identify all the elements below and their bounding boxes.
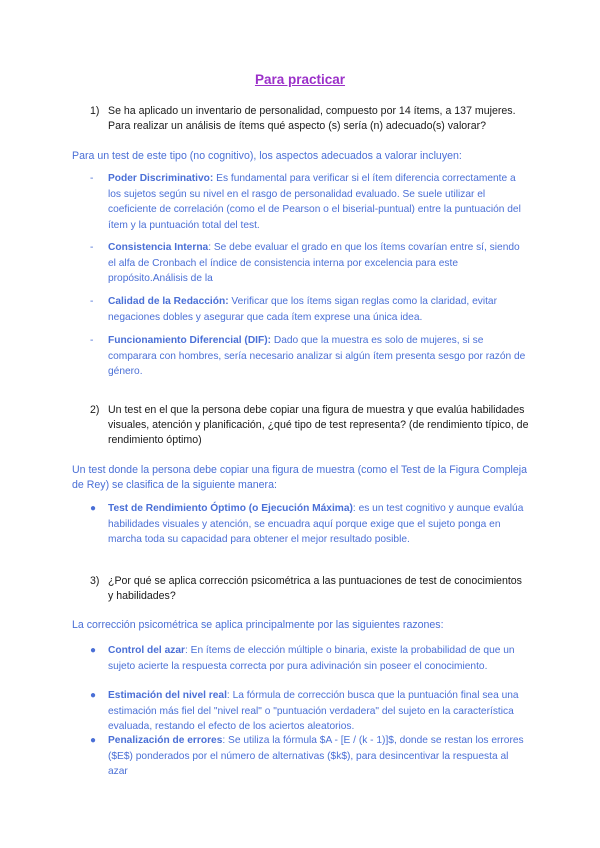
answer-3-item <box>90 643 530 674</box>
answer-3-item <box>90 688 530 735</box>
item-description: : es un test cognitivo y aunque evalúa habilidades visuales y atención, se encuadra aquí porque exige que el sujeto ponga en marcha toda su capacidad para obtener el mejor resultado posible. <box>108 503 524 545</box>
question-text: Se ha aplicado un inventario de personalidad, compuesto por 14 ítems, a 137 mujeres. Para realizar un análisis de ítems qué aspecto (s) sería (n) adecuado(s) valorar? <box>108 105 516 132</box>
answer-3-item <box>90 733 530 780</box>
answer-1-item <box>90 240 530 287</box>
answer-2-item <box>90 501 530 548</box>
question-1 <box>90 104 530 134</box>
answer-1-item <box>90 333 530 380</box>
item-term: Penalización de errores <box>108 735 223 746</box>
item-description: Verificar que los ítems sigan reglas como la claridad, evitar negaciones dobles y asegurar que cada ítem exprese una única idea. <box>108 296 497 323</box>
answer-1-intro: Para un test de este tipo (no cognitivo), los aspectos adecuados a valorar incluyen: <box>72 150 462 162</box>
item-description: : Se utiliza la fórmula $A - [E / (k - 1)]$, donde se restan los errores ($E$) ponderados por el número de alternativas ($k$), para desincentivar la respuesta al azar <box>108 735 524 777</box>
answer-2-intro: Un test donde la persona debe copiar una figura de muestra (como el Test de la Figura Compleja de Rey) se clasifica de la siguiente manera: <box>72 464 528 491</box>
bullet-marker: ● <box>90 503 97 514</box>
item-description: Es fundamental para verificar si el ítem diferencia correctamente a los sujetos según su nivel en el rasgo de personalidad evaluado. Se suele utilizar el coeficiente de correlación (como el de Pearson o el biserial-puntual) entre la puntuación del ítem y la puntuación total del test. <box>108 173 521 231</box>
item-term: Control del azar <box>108 645 185 656</box>
item-term: Test de Rendimiento Óptimo (o Ejecución Máxima) <box>108 503 353 514</box>
bullet-marker: ● <box>90 735 97 746</box>
page-title: Para practicar <box>254 72 346 87</box>
question-3 <box>90 574 530 604</box>
item-description: Dado que la muestra es solo de mujeres, si se comparara con hombres, sería necesario analizar si algún ítem presenta sesgo por razón de género. <box>108 335 526 377</box>
item-term: Consistencia Interna <box>108 242 209 253</box>
answer-1-item <box>90 294 530 325</box>
item-term: Poder Discriminativo: <box>108 173 214 184</box>
question-number: 3) <box>90 575 100 587</box>
list-marker: - <box>90 242 94 253</box>
list-marker: - <box>90 296 94 307</box>
question-2 <box>90 403 530 448</box>
item-description: : Se debe evaluar el grado en que los ítems covarían entre sí, siendo el alfa de Cronbach el índice de consistencia interna por excelencia para este propósito.Análisis de la <box>108 242 520 284</box>
item-term: Funcionamiento Diferencial (DIF): <box>108 335 272 346</box>
question-text: ¿Por qué se aplica corrección psicométrica a las puntuaciones de test de conocimientos y habilidades? <box>108 575 522 602</box>
answer-3-intro: La corrección psicométrica se aplica principalmente por las siguientes razones: <box>72 619 444 631</box>
question-number: 2) <box>90 404 100 416</box>
question-number: 1) <box>90 105 100 117</box>
item-description: : En ítems de elección múltiple o binaria, existe la probabilidad de que un sujeto acierte la respuesta correcta por pura adivinación sin poseer el conocimiento. <box>108 645 515 672</box>
item-description: : La fórmula de corrección busca que la puntuación final sea una estimación más fiel del "nivel real" o "puntuación verdadera" del sujeto en la característica evaluada, restando el efecto de los aciertos aleatorios. <box>108 690 519 732</box>
bullet-marker: ● <box>90 645 97 656</box>
list-marker: - <box>90 173 94 184</box>
question-text: Un test en el que la persona debe copiar una figura de muestra y que evalúa habilidades visuales, atención y planificación, ¿qué tipo de test representa? (de rendimiento típico, de rendimiento óptimo) <box>108 404 529 446</box>
answer-1-item <box>90 171 530 233</box>
item-term: Estimación del nivel real <box>108 690 227 701</box>
item-term: Calidad de la Redacción: <box>108 296 229 307</box>
list-marker: - <box>90 335 94 346</box>
bullet-marker: ● <box>90 690 97 701</box>
